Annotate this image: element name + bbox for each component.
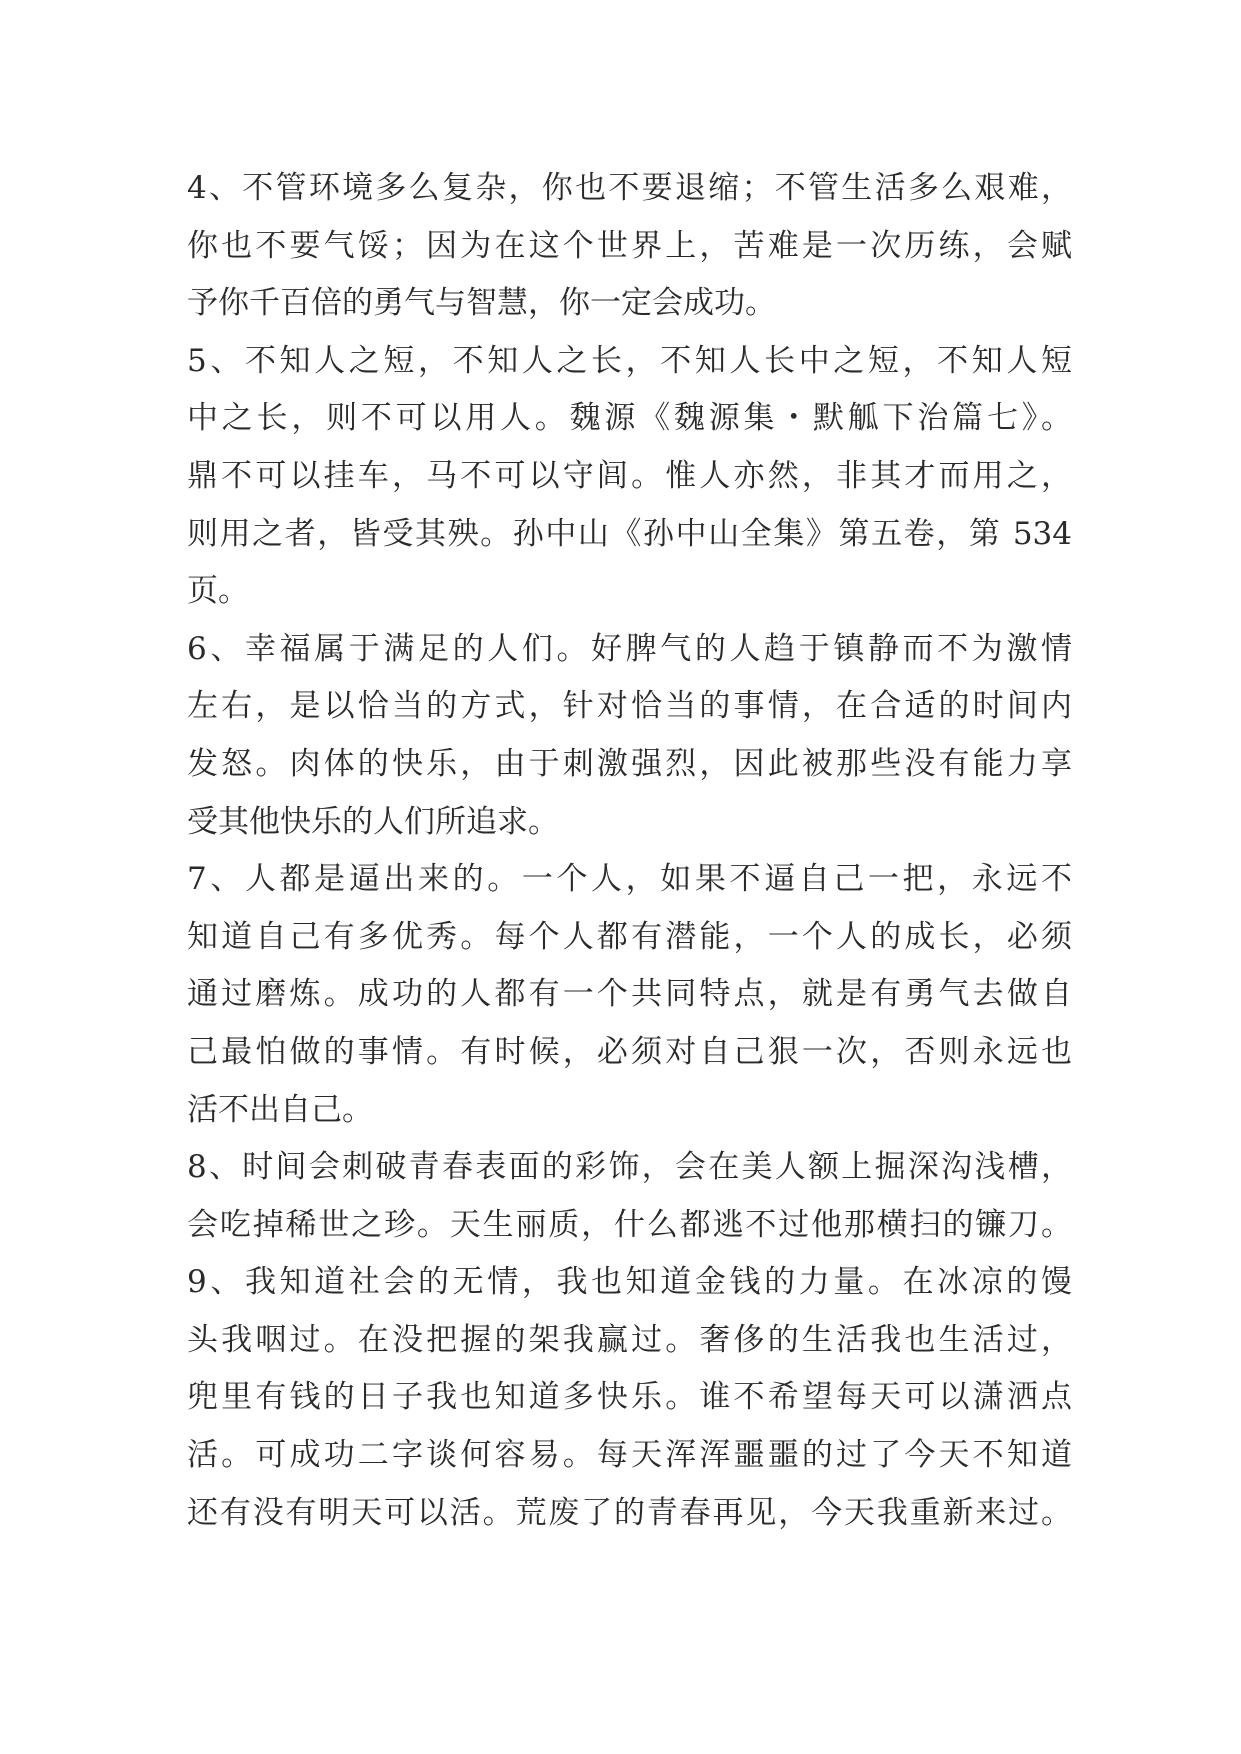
text-line: 发怒。肉体的快乐，由于刺激强烈，因此被那些没有能力享 — [187, 745, 1072, 782]
text-line: 通过磨炼。成功的人都有一个共同特点，就是有勇气去做自 — [187, 976, 1072, 1013]
text-line: 头我咽过。在没把握的架我赢过。奢侈的生活我也生活过， — [187, 1321, 1072, 1358]
text-line: 页。 — [187, 573, 249, 610]
text-line: 则用之者，皆受其殃。孙中山《孙中山全集》第五卷，第 534 — [187, 515, 1072, 552]
text-line: 会吃掉稀世之珍。天生丽质，什么都逃不过他那横扫的镰刀。 — [187, 1206, 1072, 1243]
text-line: 5、不知人之短，不知人之长，不知人长中之短，不知人短 — [187, 342, 1072, 379]
text-line: 4、不管环境多么复杂，你也不要退缩；不管生活多么艰难， — [187, 170, 1072, 206]
text-line: 6、幸福属于满足的人们。好脾气的人趋于镇静而不为激情 — [187, 630, 1072, 667]
document-body — [187, 160, 1072, 1542]
text-line: 7、人都是逼出来的。一个人，如果不逼自己一把，永远不 — [187, 861, 1072, 898]
text-line: 受其他快乐的人们所追求。 — [187, 803, 559, 840]
text-line: 8、时间会刺破青春表面的彩饰，会在美人额上掘深沟浅槽， — [187, 1149, 1072, 1186]
text-line: 知道自己有多优秀。每个人都有潜能，一个人的成长，必须 — [187, 918, 1072, 955]
text-line: 兜里有钱的日子我也知道多快乐。谁不希望每天可以潇洒点 — [187, 1379, 1072, 1416]
text-line: 你也不要气馁；因为在这个世界上，苦难是一次历练，会赋 — [187, 227, 1072, 264]
text-line: 还有没有明天可以活。荒废了的青春再见，今天我重新来过。 — [187, 1494, 1072, 1531]
text-line: 9、我知道社会的无情，我也知道金钱的力量。在冰凉的馒 — [187, 1264, 1072, 1301]
text-line: 活不出自己。 — [187, 1091, 373, 1128]
text-line: 予你千百倍的勇气与智慧，你一定会成功。 — [187, 285, 776, 322]
text-line: 中之长，则不可以用人。魏源《魏源集・默觚下治篇七》。 — [187, 400, 1072, 437]
text-line: 左右，是以恰当的方式，针对恰当的事情，在合适的时间内 — [187, 688, 1072, 725]
text-line: 己最怕做的事情。有时候，必须对自己狠一次，否则永远也 — [187, 1033, 1072, 1070]
text-line: 活。可成功二字谈何容易。每天浑浑噩噩的过了今天不知道 — [187, 1437, 1072, 1474]
text-line: 鼎不可以挂车，马不可以守闾。惟人亦然，非其才而用之， — [187, 457, 1072, 494]
